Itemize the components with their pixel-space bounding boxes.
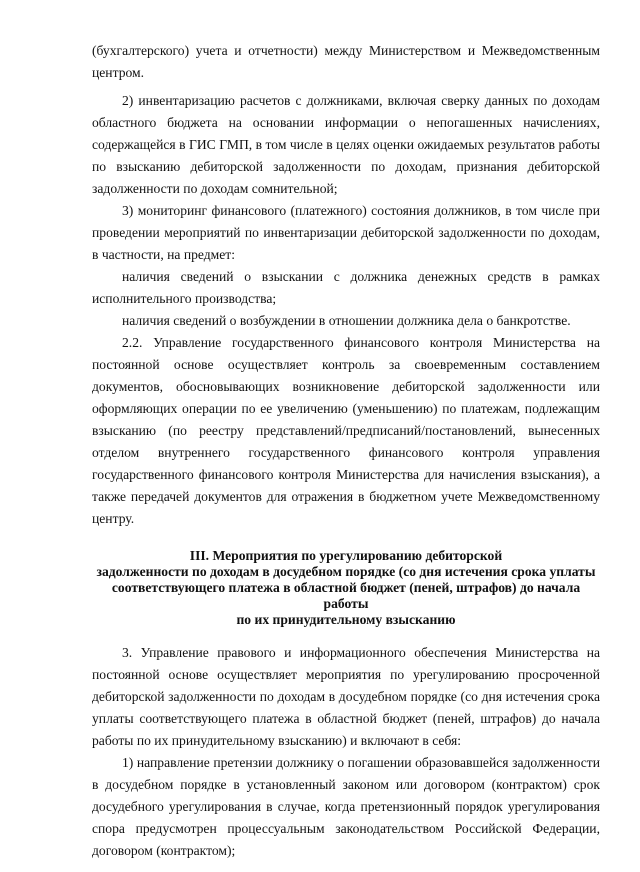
paragraph-2-2: 2.2. Управление государственного финансового контроля Министерства на постоянной основе осуществляет контроль за своевременным составлением документов, обосновывающих возникновение дебиторской задолженности или оформляющих операции по ее увеличению (уменьшению) по платежам, подлежащим взысканию (по реестру представлений/предписаний/постановлений, вынесенных отделом внутреннего государственного финансового контроля управления государственного финансового контроля Министерства для начисления взыскания), а также передачей документов для отражения в бюджетном учете Межведомственному центру.	[92, 335, 600, 526]
section-heading-line: по их принудительному взысканию	[236, 612, 456, 627]
paragraph-3-item-1: 1) направление претензии должнику о погашении образовавшейся задолженности в досудебном порядке в установленный законом или договором (контрактом) срок досудебного урегулирования в случае, когда претензионный порядок урегулирования спора предусмотрен процессуальным законодательством Российской Федерации, договором (контрактом);	[92, 755, 600, 858]
section-heading-line: соответствующего платежа в областной бюджет (пеней, штрафов) до начала работы	[111, 580, 581, 611]
section-heading-line: задолженности по доходам в досудебном порядке (со дня истечения срока уплаты	[96, 564, 596, 579]
paragraph-subitem-bankruptcy: наличия сведений о возбуждении в отношении должника дела о банкротстве.	[122, 313, 571, 328]
paragraph-item-2: 2) инвентаризацию расчетов с должниками, включая сверку данных по доходам областного бюджета на основании информации о непогашенных начислениях, содержащейся в ГИС ГМП, в том числе в целях оценки ожидаемых результатов работы по взысканию дебиторской задолженности по доходам, признания дебиторской задолженности по доходам сомнительной;	[92, 93, 600, 196]
paragraph-continuation: (бухгалтерского) учета и отчетности) между Министерством и Межведомственным центром.	[92, 43, 600, 80]
section-heading	[92, 548, 600, 628]
paragraph-subitem-enforcement: наличия сведений о взыскании с должника денежных средств в рамках исполнительного производства;	[92, 269, 600, 306]
paragraph-3: 3. Управление правового и информационного обеспечения Министерства на постоянной основе осуществляет мероприятия по урегулированию просроченной дебиторской задолженности по доходам в досудебном порядке (со дня истечения срока уплаты соответствующего платежа в областной бюджет (пеней, штрафов) до начала работы по их принудительному взысканию) и включают в себя:	[92, 645, 600, 748]
section-heading-line: III. Мероприятия по урегулированию дебиторской	[189, 548, 503, 563]
paragraph-item-3: 3) мониторинг финансового (платежного) состояния должников, в том числе при проведении мероприятий по инвентаризации дебиторской задолженности по доходам, в частности, на предмет:	[92, 203, 600, 262]
